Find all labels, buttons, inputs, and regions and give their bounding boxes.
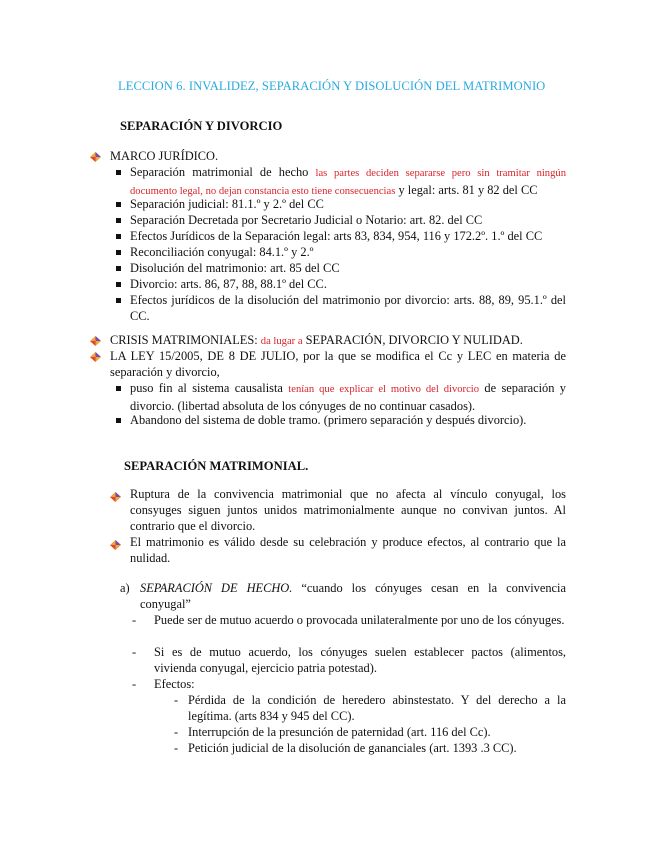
square-bullet-icon [116, 418, 121, 423]
square-bullet-icon [116, 266, 121, 271]
list-item: Efectos: [154, 677, 195, 691]
list-item: Disolución del matrimonio: art. 85 del CC [130, 261, 340, 275]
list-item: Efectos jurídicos de la disolución del matrimonio por divorcio: arts. 88, 89, 95.1.º del CC. [130, 293, 566, 323]
list-item: Puede ser de mutuo acuerdo o provocada unilateralmente por uno de los cónyuges. [154, 613, 565, 627]
diamond-bullet-icon [110, 540, 121, 550]
handwritten-note: tenían que explicar el motivo del divorcio [288, 384, 480, 395]
paragraph-ruptura: Ruptura de la convivencia matrimonial que no afecta al vínculo conyugal, los consyuges siguen juntos unidos matrimonialmente aunque no convivan juntos. Al contrario que el divorcio. [130, 487, 566, 533]
list-item: puso fin al sistema causalista tenían que explicar el motivo del divorcio de separación y divorcio. (libertad absoluta de los cónyuges de no continuar casados). [130, 381, 566, 413]
list-item: Petición judicial de la disolución de gananciales (art. 1393 .3 CC). [188, 741, 517, 755]
list-item: Separación matrimonial de hecho las partes deciden separarse pero sin tramitar ningún documento legal, no dejan constancia esto tiene consecuencias y legal: arts. 81 y 82 del CC [130, 165, 566, 197]
dash-bullet: - [132, 677, 137, 691]
section-heading-separacion-divorcio: SEPARACIÓN Y DIVORCIO [120, 119, 283, 133]
crisis-matrimoniales: CRISIS MATRIMONIALES: da lugar a SEPARACIÓN, DIVORCIO Y NULIDAD. [110, 333, 523, 347]
diamond-bullet-icon [90, 152, 101, 162]
dash-bullet: - [174, 693, 179, 707]
dash-bullet: - [174, 741, 179, 755]
square-bullet-icon [116, 170, 121, 175]
handwritten-note: da lugar a [260, 336, 303, 347]
subsection-label: a) [120, 581, 130, 595]
dash-bullet: - [132, 645, 137, 659]
square-bullet-icon [116, 282, 121, 287]
square-bullet-icon [116, 250, 121, 255]
square-bullet-icon [116, 234, 121, 239]
diamond-bullet-icon [110, 492, 121, 502]
section-heading-separacion-matrimonial: SEPARACIÓN MATRIMONIAL. [124, 459, 309, 473]
handwritten-note: las partes deciden separarse pero sin tramitar ningún documento legal, no dejan constancia esto tiene consecuencias [130, 168, 566, 197]
list-item: Interrupción de la presunción de paternidad (art. 116 del Cc). [188, 725, 491, 739]
dash-bullet: - [174, 725, 179, 739]
list-item: Separación judicial: 81.1.º y 2.º del CC [130, 197, 324, 211]
list-item: Divorcio: arts. 86, 87, 88, 88.1º del CC. [130, 277, 327, 291]
list-item: Pérdida de la condición de heredero abinstestato. Y del derecho a la legítima. (arts 834 y 945 del CC). [188, 693, 566, 723]
dash-bullet: - [132, 613, 137, 627]
square-bullet-icon [116, 218, 121, 223]
diamond-bullet-icon [90, 352, 101, 362]
subsection-separacion-de-hecho: SEPARACIÓN DE HECHO. “cuando los cónyuges cesan en la convivencia conyugal” [140, 581, 566, 611]
list-item: Efectos Jurídicos de la Separación legal: arts 83, 834, 954, 116 y 172.2º. 1.º del CC [130, 229, 543, 243]
marco-juridico-label: MARCO JURÍDICO. [110, 149, 219, 163]
diamond-bullet-icon [90, 336, 101, 346]
square-bullet-icon [116, 298, 121, 303]
ley-15-2005: LA LEY 15/2005, DE 8 DE JULIO, por la que se modifica el Cc y LEC en materia de separación y divorcio, [110, 349, 566, 379]
list-item: Si es de mutuo acuerdo, los cónyuges suelen establecer pactos (alimentos, vivienda conyugal, ejercicio patria potestad). [154, 645, 566, 675]
list-item: Abandono del sistema de doble tramo. (primero separación y después divorcio). [130, 413, 527, 427]
list-item: Separación Decretada por Secretario Judicial o Notario: art. 82. del CC [130, 213, 483, 227]
square-bullet-icon [116, 202, 121, 207]
page-title: LECCION 6. INVALIDEZ, SEPARACIÓN Y DISOLUCIÓN DEL MATRIMONIO [118, 79, 546, 93]
paragraph-validez: El matrimonio es válido desde su celebración y produce efectos, al contrario que la nulidad. [130, 535, 566, 565]
square-bullet-icon [116, 386, 121, 391]
list-item: Reconciliación conyugal: 84.1.º y 2.º [130, 245, 314, 259]
